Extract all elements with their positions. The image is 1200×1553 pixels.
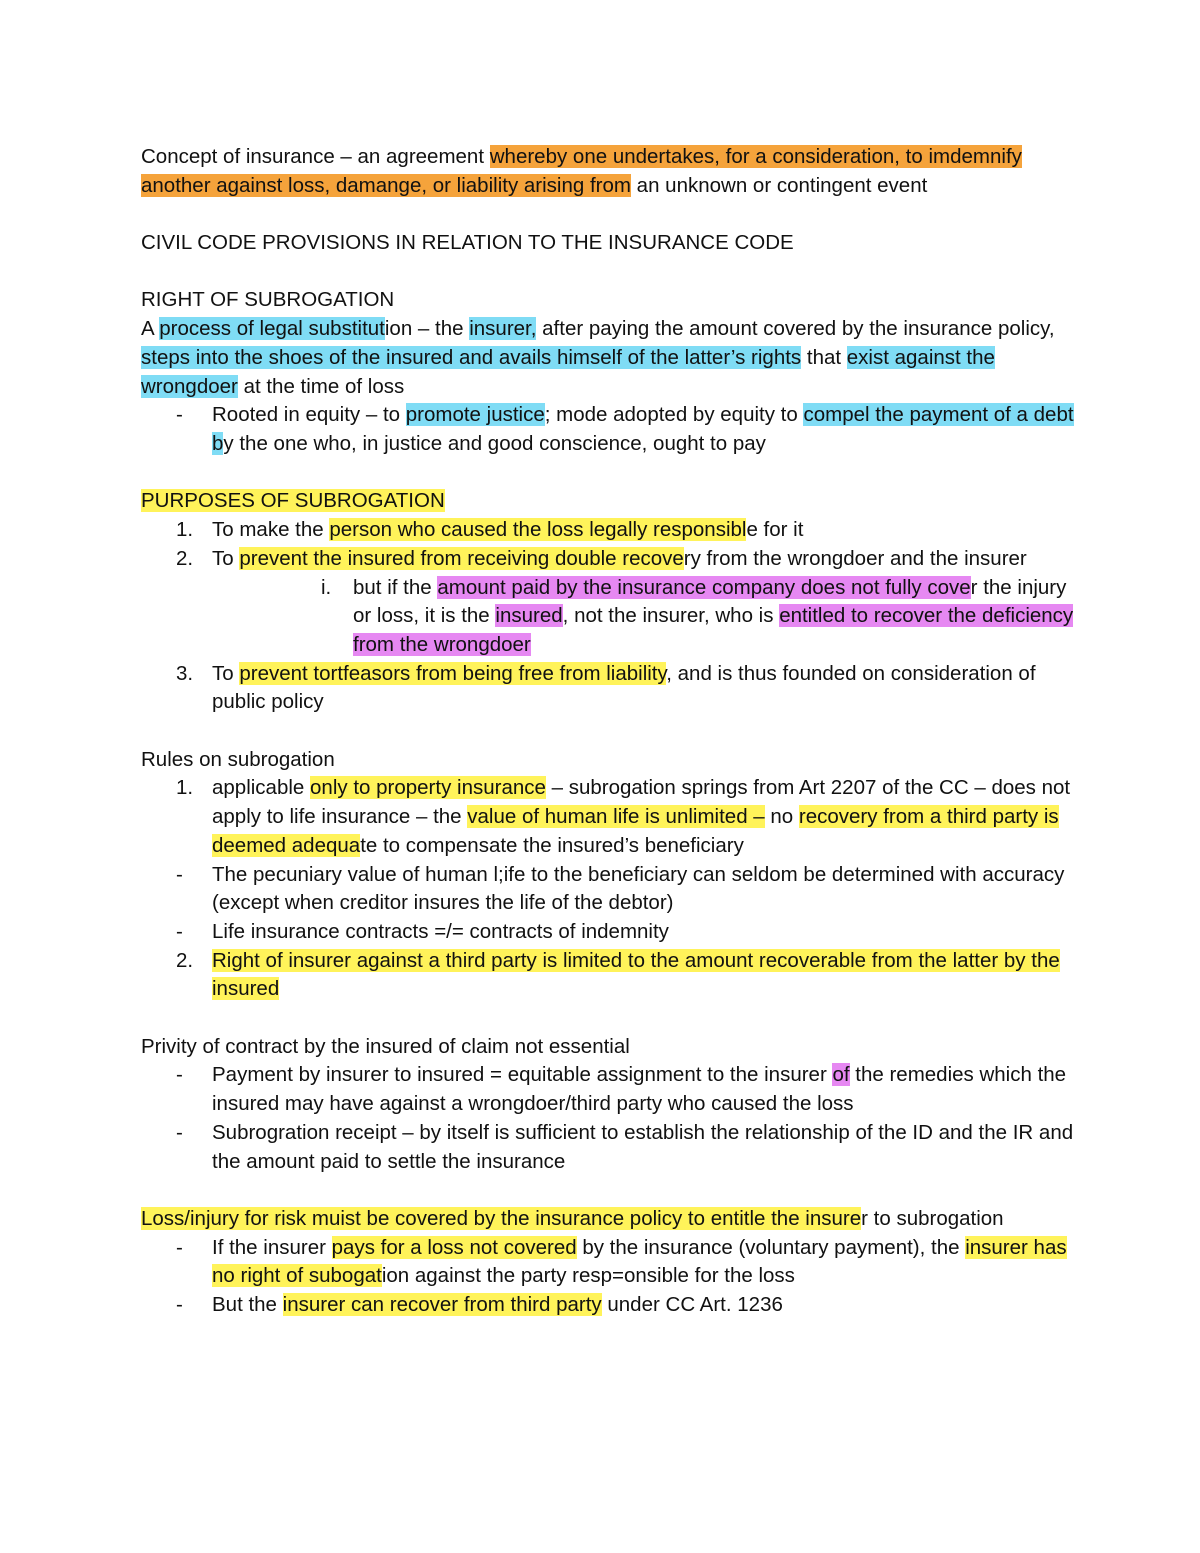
text-run: by the insurance (voluntary payment), the (576, 1235, 966, 1259)
list-item-purpose-3 (141, 660, 1081, 717)
list-item-rule-dash-2 (141, 918, 1081, 947)
text-run: Rooted in equity – to (212, 403, 406, 427)
highlight-pink: amount paid by the insurance company does not fully cove (437, 575, 971, 599)
rules-heading: Rules on subrogation (141, 747, 335, 771)
text-run: an unknown or contingent event (630, 173, 928, 197)
text-run: ; mode adopted by equity to (544, 403, 804, 427)
text-run: , and is thus founded on consideration of public policy (212, 661, 1036, 714)
text-run: Concept of insurance – an agreement (141, 145, 490, 168)
highlight-yellow: insurer can recover from third party (282, 1293, 602, 1317)
subrogation-definition (141, 315, 1081, 401)
list-item-equity (141, 401, 1081, 458)
text-run: A (141, 317, 160, 341)
loss-heading (141, 1205, 1081, 1234)
privity-heading: Privity of contract by the insured of claim not essential (141, 1034, 630, 1058)
highlight-yellow: recovery from a third party is deemed adequa (212, 805, 1059, 857)
list-item-rule-2 (141, 947, 1081, 1004)
text-run: Life insurance contracts =/= contracts of indemnity (212, 919, 669, 943)
text-run: after paying the amount covered by the insurance policy, (536, 317, 1055, 341)
text-run: te to compensate the insured’s beneficiary (360, 833, 744, 857)
concept-paragraph (141, 143, 1081, 200)
highlight-cyan: compel the payment of a debt b (212, 403, 1074, 455)
text-run: under CC Art. 1236 (601, 1293, 783, 1317)
dash-marker: - (176, 403, 183, 427)
highlight-yellow: insurer has no right of subogat (212, 1235, 1067, 1288)
highlight-cyan: promote justice (405, 403, 545, 427)
text-run: but if the (353, 575, 438, 599)
text-run: the remedies which the insured may have against a wrongdoer/third party who caused the loss (212, 1063, 1067, 1116)
number-marker: 1. (176, 776, 194, 800)
number-marker: 1. (176, 518, 194, 542)
dash-marker: - (176, 1293, 183, 1317)
number-marker: 2. (176, 948, 194, 972)
text-run: no (764, 805, 799, 829)
highlight-pink: entitled to recover the deficiency from the wrongdoer (353, 604, 1074, 656)
text-run: To make the (212, 518, 330, 542)
dash-marker: - (176, 1063, 183, 1087)
document-body (141, 143, 1081, 1320)
highlight-cyan: process of legal substitut (159, 317, 385, 341)
text-run: at the time of loss (237, 374, 405, 398)
civil-code-heading: CIVIL CODE PROVISIONS IN RELATION TO THE INSURANCE CODE (141, 231, 794, 255)
list-item-rule-1 (141, 774, 1081, 860)
number-marker: 3. (176, 661, 194, 685)
text-run: But the (212, 1293, 283, 1317)
highlight-yellow: value of human life is unlimited – (467, 805, 765, 829)
highlight-yellow: prevent tortfeasors from being free from liability (239, 661, 667, 685)
highlight-yellow: PURPOSES OF SUBROGATION (141, 489, 445, 513)
highlight-yellow: prevent the insured from receiving double recove (239, 546, 684, 570)
text-run: y the one who, in justice and good conscience, ought to pay (223, 432, 766, 455)
text-run: ry from the wrongdoer and the insurer (683, 546, 1027, 570)
text-run: Subrogration receipt – by itself is sufficient to establish the relationship of the ID and the IR and the amount paid to settle the insurance (212, 1120, 1074, 1173)
dash-marker: - (176, 862, 183, 886)
highlight-pink: insured (495, 604, 563, 628)
dash-marker: - (176, 919, 183, 943)
text-run: – subrogation springs from Art 2207 of the CC – does not apply to life insurance – the (212, 776, 1071, 829)
highlight-cyan: insurer, (469, 317, 537, 341)
highlight-cyan: steps into the shoes of the insured and avails himself of the latter’s rights (141, 345, 802, 369)
list-item-purpose-2 (141, 545, 1081, 574)
list-item-loss-1 (141, 1234, 1081, 1291)
text-run: applicable (212, 776, 311, 800)
text-run: ion – the (384, 317, 470, 341)
purposes-heading (141, 487, 1081, 516)
dash-marker: - (176, 1120, 183, 1144)
text-run: , not the insurer, who is (562, 604, 780, 628)
highlight-yellow: pays for a loss not covered (331, 1235, 577, 1259)
highlight-yellow: Loss/injury for risk muist be covered by the insurance policy to entitle the insure (141, 1206, 862, 1230)
number-marker: 2. (176, 546, 194, 570)
text-run: ion against the party resp=onsible for the loss (381, 1264, 795, 1288)
text-run: To (212, 661, 240, 685)
subrogation-heading: RIGHT OF SUBROGATION (141, 288, 395, 312)
highlight-orange: whereby one undertakes, for a consideration, to imdemnify another against loss, damange, or liability arising from (141, 145, 1022, 197)
text-run: To (212, 546, 240, 570)
text-run: e for it (746, 518, 804, 542)
text-run: r the injury or loss, it is the (353, 575, 1067, 628)
highlight-cyan: exist against the wrongdoer (141, 345, 995, 398)
text-run: r to subrogation (861, 1206, 1004, 1230)
list-item-rule-dash-1 (141, 861, 1081, 918)
list-item-loss-2 (141, 1291, 1081, 1320)
highlight-yellow: only to property insurance (310, 776, 546, 800)
highlight-yellow: Right of insurer against a third party is limited to the amount recoverable from the latter by the insured (212, 948, 1060, 1001)
list-item-privity-1 (141, 1061, 1081, 1118)
list-item-purpose-2-i (141, 574, 1081, 660)
highlight-pink: of (832, 1063, 850, 1087)
list-item-purpose-1 (141, 516, 1081, 545)
list-item-privity-2 (141, 1119, 1081, 1176)
roman-marker: i. (321, 575, 332, 599)
dash-marker: - (176, 1235, 183, 1259)
text-run: If the insurer (212, 1235, 332, 1259)
text-run: Payment by insurer to insured = equitable assignment to the insurer (212, 1063, 833, 1087)
text-run: The pecuniary value of human l;ife to the beneficiary can seldom be determined with accuracy (except when creditor insures the life of the debtor) (212, 862, 1065, 915)
highlight-yellow: person who caused the loss legally responsibl (329, 518, 747, 542)
text-run: that (801, 345, 847, 369)
